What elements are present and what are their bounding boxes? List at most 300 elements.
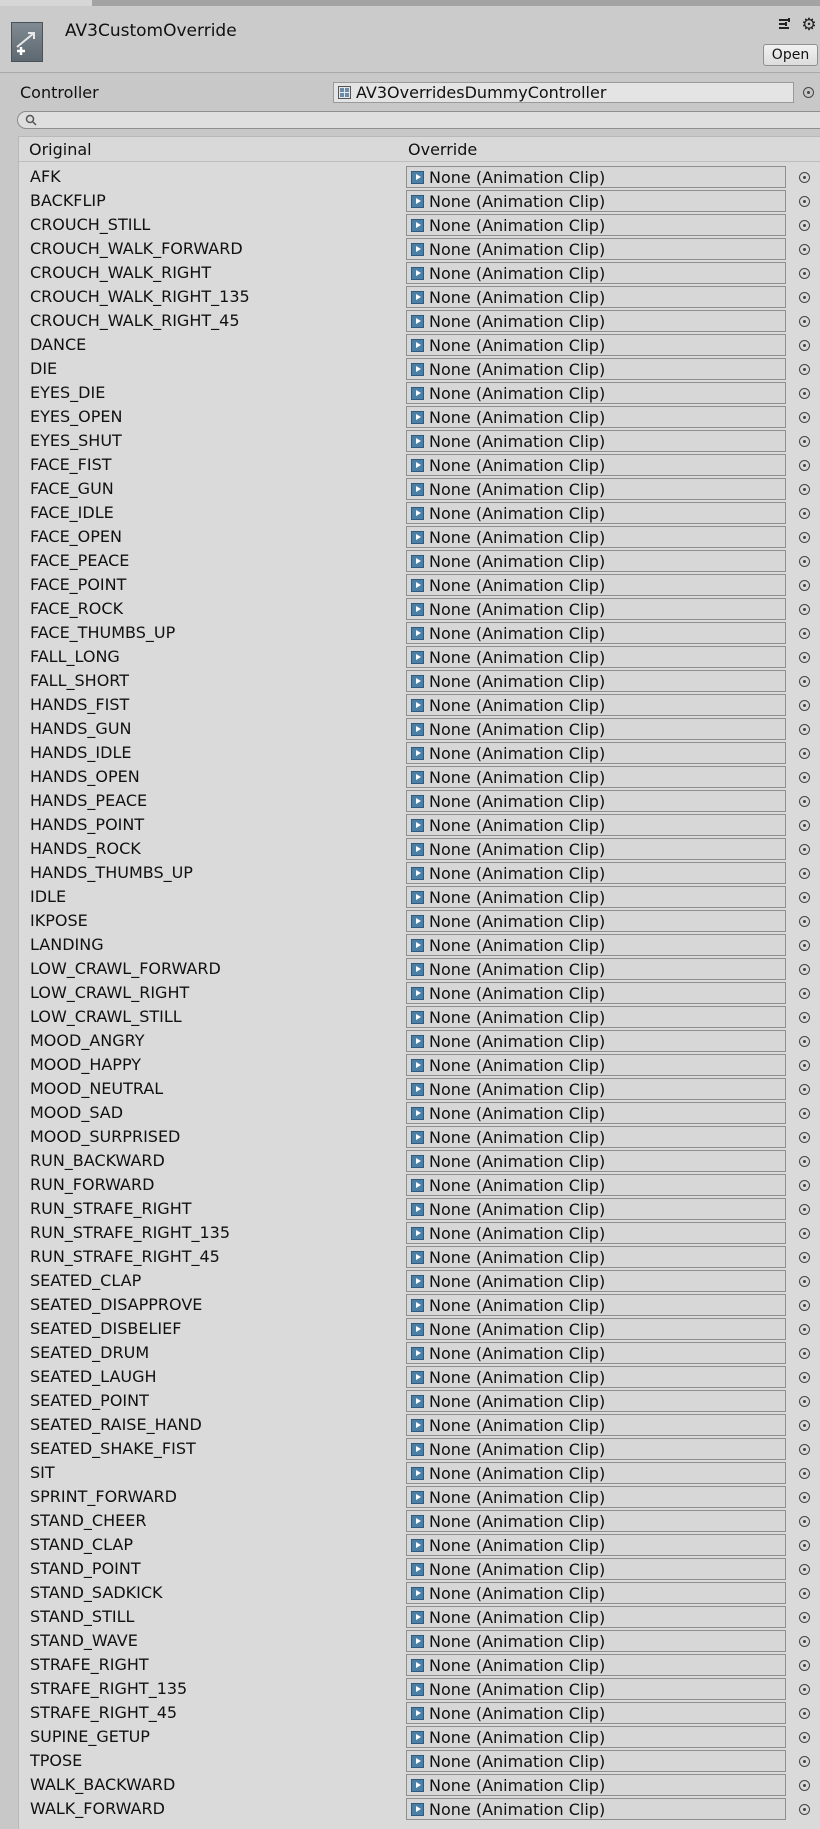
table-row: [19, 1461, 820, 1485]
override-clip-field[interactable]: [406, 1414, 786, 1436]
table-row: [19, 1293, 820, 1317]
animation-clip-icon: [411, 579, 424, 592]
table-row: [19, 693, 820, 717]
controller-value: AV3OverridesDummyController: [356, 83, 607, 102]
table-row: [19, 861, 820, 885]
override-clip-value: None (Animation Clip): [429, 864, 606, 883]
override-clip-field[interactable]: [406, 1102, 786, 1124]
override-clip-field[interactable]: [406, 1006, 786, 1028]
override-controller-icon: [11, 22, 43, 62]
object-picker-icon[interactable]: [799, 772, 810, 783]
override-clip-value: None (Animation Clip): [429, 264, 606, 283]
animation-clip-icon: [411, 1395, 424, 1408]
original-clip-name: FACE_PEACE: [30, 551, 130, 570]
object-picker-icon[interactable]: [799, 964, 810, 975]
object-picker-icon[interactable]: [799, 1132, 810, 1143]
object-picker-icon[interactable]: [799, 868, 810, 879]
original-clip-name: SEATED_DRUM: [30, 1343, 150, 1362]
override-clip-field[interactable]: [406, 1342, 786, 1364]
original-clip-name: EYES_SHUT: [30, 431, 122, 450]
gear-icon[interactable]: ⚙: [801, 15, 817, 35]
open-button[interactable]: Open: [763, 44, 818, 66]
override-clip-field[interactable]: [406, 862, 786, 884]
override-clip-value: None (Animation Clip): [429, 216, 606, 235]
original-clip-name: STAND_STILL: [30, 1607, 135, 1626]
override-clip-value: None (Animation Clip): [429, 1320, 606, 1339]
animation-clip-icon: [411, 1803, 424, 1816]
animation-clip-icon: [411, 1011, 424, 1024]
object-picker-icon[interactable]: [799, 484, 810, 495]
original-clip-name: SEATED_LAUGH: [30, 1367, 157, 1386]
object-picker-icon[interactable]: [799, 652, 810, 663]
override-clip-field[interactable]: [406, 1534, 786, 1556]
object-picker-icon[interactable]: [799, 1540, 810, 1551]
override-clip-field[interactable]: [406, 214, 786, 236]
override-clip-field[interactable]: [406, 1798, 786, 1820]
override-clip-field[interactable]: [406, 238, 786, 260]
object-picker-icon[interactable]: [799, 1228, 810, 1239]
table-row: [19, 789, 820, 813]
object-picker-icon[interactable]: [799, 748, 810, 759]
override-clip-field[interactable]: [406, 358, 786, 380]
table-row: [19, 1773, 820, 1797]
override-clip-field[interactable]: [406, 334, 786, 356]
override-clip-field[interactable]: [406, 406, 786, 428]
original-clip-name: LANDING: [30, 935, 104, 954]
object-picker-icon[interactable]: [799, 196, 810, 207]
override-clip-field[interactable]: [406, 1390, 786, 1412]
override-clip-field[interactable]: [406, 1654, 786, 1676]
override-clip-field[interactable]: [406, 958, 786, 980]
animation-clip-icon: [411, 627, 424, 640]
animation-clip-icon: [411, 1275, 424, 1288]
override-table: [18, 136, 820, 1829]
object-picker-icon[interactable]: [799, 1588, 810, 1599]
table-row: [19, 813, 820, 837]
override-clip-value: None (Animation Clip): [429, 336, 606, 355]
original-clip-name: STAND_SADKICK: [30, 1583, 163, 1602]
animation-clip-icon: [411, 1371, 424, 1384]
object-picker-icon[interactable]: [799, 292, 810, 303]
override-clip-value: None (Animation Clip): [429, 1512, 606, 1531]
override-clip-field[interactable]: [406, 526, 786, 548]
override-clip-field[interactable]: [406, 1246, 786, 1268]
override-clip-field[interactable]: [406, 814, 786, 836]
override-clip-field[interactable]: [406, 1174, 786, 1196]
override-clip-value: None (Animation Clip): [429, 1728, 606, 1747]
animation-clip-icon: [411, 1659, 424, 1672]
override-clip-value: None (Animation Clip): [429, 1488, 606, 1507]
override-clip-value: None (Animation Clip): [429, 888, 606, 907]
original-clip-name: FACE_THUMBS_UP: [30, 623, 176, 642]
override-clip-field[interactable]: [406, 910, 786, 932]
table-row: [19, 1221, 820, 1245]
animation-clip-icon: [411, 387, 424, 400]
column-override: Override: [408, 140, 478, 159]
override-clip-field[interactable]: [406, 1726, 786, 1748]
animation-clip-icon: [411, 195, 424, 208]
asset-title: AV3CustomOverride: [65, 21, 237, 41]
override-clip-value: None (Animation Clip): [429, 1632, 606, 1651]
object-picker-icon[interactable]: [799, 364, 810, 375]
override-clip-field[interactable]: [406, 1750, 786, 1772]
object-picker-icon[interactable]: [799, 1084, 810, 1095]
override-clip-field[interactable]: [406, 790, 786, 812]
original-clip-name: STAND_POINT: [30, 1559, 141, 1578]
original-clip-name: CROUCH_WALK_FORWARD: [30, 239, 243, 258]
table-row: [19, 1077, 820, 1101]
object-picker-icon[interactable]: [799, 1276, 810, 1287]
controller-field[interactable]: [333, 82, 794, 103]
object-picker-icon[interactable]: [799, 556, 810, 567]
override-clip-field[interactable]: [406, 1438, 786, 1460]
override-clip-value: None (Animation Clip): [429, 1176, 606, 1195]
animation-clip-icon: [411, 1539, 424, 1552]
original-clip-name: HANDS_GUN: [30, 719, 132, 738]
animation-clip-icon: [411, 1491, 424, 1504]
object-picker-icon[interactable]: [799, 1108, 810, 1119]
override-clip-field[interactable]: [406, 766, 786, 788]
object-picker-icon[interactable]: [799, 580, 810, 591]
object-picker-icon[interactable]: [799, 1516, 810, 1527]
override-clip-field[interactable]: [406, 454, 786, 476]
animation-clip-icon: [411, 435, 424, 448]
object-picker-icon[interactable]: [799, 1372, 810, 1383]
object-picker-icon[interactable]: [799, 796, 810, 807]
object-picker-icon[interactable]: [799, 316, 810, 327]
table-row: [19, 933, 820, 957]
animation-clip-icon: [411, 171, 424, 184]
object-picker-icon[interactable]: [799, 172, 810, 183]
table-row: [19, 405, 820, 429]
override-clip-field[interactable]: [406, 934, 786, 956]
override-clip-field[interactable]: [406, 838, 786, 860]
override-clip-field[interactable]: [406, 310, 786, 332]
override-clip-field[interactable]: [406, 1054, 786, 1076]
override-clip-field[interactable]: [406, 1366, 786, 1388]
animation-clip-icon: [411, 1299, 424, 1312]
table-row: [19, 309, 820, 333]
table-row: [19, 573, 820, 597]
override-clip-field[interactable]: [406, 1582, 786, 1604]
object-picker-icon[interactable]: [799, 340, 810, 351]
override-clip-field[interactable]: [406, 982, 786, 1004]
object-picker-icon[interactable]: [799, 244, 810, 255]
object-picker-icon[interactable]: [799, 1396, 810, 1407]
animation-clip-icon: [411, 1419, 424, 1432]
override-clip-value: None (Animation Clip): [429, 1464, 606, 1483]
animation-clip-icon: [411, 819, 424, 832]
object-picker-icon[interactable]: [799, 1036, 810, 1047]
animation-clip-icon: [411, 1323, 424, 1336]
override-clip-field[interactable]: [406, 1678, 786, 1700]
object-picker-icon[interactable]: [799, 460, 810, 471]
object-picker-icon[interactable]: [799, 1180, 810, 1191]
search-icon: [25, 114, 37, 126]
override-clip-value: None (Animation Clip): [429, 1800, 606, 1819]
object-picker-icon[interactable]: [799, 388, 810, 399]
search-input[interactable]: [38, 112, 808, 128]
object-picker-icon[interactable]: [799, 1564, 810, 1575]
animation-clip-icon: [411, 459, 424, 472]
override-clip-value: None (Animation Clip): [429, 552, 606, 571]
override-clip-field[interactable]: [406, 622, 786, 644]
override-clip-field[interactable]: [406, 574, 786, 596]
original-clip-name: FACE_ROCK: [30, 599, 124, 618]
override-clip-field[interactable]: [406, 1486, 786, 1508]
original-clip-name: TPOSE: [30, 1751, 83, 1770]
original-clip-name: DANCE: [30, 335, 87, 354]
override-clip-value: None (Animation Clip): [429, 1296, 606, 1315]
override-clip-field[interactable]: [406, 478, 786, 500]
object-picker-icon[interactable]: [799, 268, 810, 279]
table-row: [19, 261, 820, 285]
override-clip-value: None (Animation Clip): [429, 1584, 606, 1603]
object-picker-icon[interactable]: [799, 1012, 810, 1023]
original-clip-name: RUN_STRAFE_RIGHT: [30, 1199, 192, 1218]
override-clip-value: None (Animation Clip): [429, 816, 606, 835]
override-clip-value: None (Animation Clip): [429, 1128, 606, 1147]
object-picker-icon[interactable]: [799, 220, 810, 231]
animation-clip-icon: [411, 1467, 424, 1480]
override-clip-field[interactable]: [406, 1222, 786, 1244]
override-clip-field[interactable]: [406, 718, 786, 740]
override-clip-field[interactable]: [406, 1702, 786, 1724]
override-clip-value: None (Animation Clip): [429, 1032, 606, 1051]
override-clip-value: None (Animation Clip): [429, 1608, 606, 1627]
original-clip-name: SIT: [30, 1463, 55, 1482]
table-row: [19, 1701, 820, 1725]
override-clip-value: None (Animation Clip): [429, 576, 606, 595]
table-row: [19, 1365, 820, 1389]
override-clip-value: None (Animation Clip): [429, 192, 606, 211]
object-picker-icon[interactable]: [799, 940, 810, 951]
original-clip-name: SEATED_DISAPPROVE: [30, 1295, 203, 1314]
column-original: Original: [29, 140, 92, 159]
object-picker-icon[interactable]: [799, 1324, 810, 1335]
object-picker-icon[interactable]: [799, 412, 810, 423]
original-clip-name: FACE_POINT: [30, 575, 127, 594]
object-picker-icon[interactable]: [799, 436, 810, 447]
animation-clip-icon: [411, 291, 424, 304]
animation-clip-icon: [411, 555, 424, 568]
object-picker-icon[interactable]: [799, 820, 810, 831]
object-picker-icon[interactable]: [799, 724, 810, 735]
table-row: [19, 477, 820, 501]
table-row: [19, 1605, 820, 1629]
object-picker-icon[interactable]: [799, 1444, 810, 1455]
object-picker-icon[interactable]: [799, 700, 810, 711]
table-row: [19, 1149, 820, 1173]
object-picker-icon[interactable]: [799, 1156, 810, 1167]
object-picker-icon[interactable]: [799, 532, 810, 543]
animation-clip-icon: [411, 963, 424, 976]
override-clip-field[interactable]: [406, 1270, 786, 1292]
inspector-header: [0, 6, 820, 73]
original-clip-name: HANDS_IDLE: [30, 743, 132, 762]
original-clip-name: STRAFE_RIGHT: [30, 1655, 149, 1674]
object-picker-icon[interactable]: [799, 1348, 810, 1359]
table-row: [19, 669, 820, 693]
object-picker-icon[interactable]: [799, 1300, 810, 1311]
original-clip-name: DIE: [30, 359, 58, 378]
override-clip-value: None (Animation Clip): [429, 1776, 606, 1795]
table-row: [19, 501, 820, 525]
override-clip-field[interactable]: [406, 1030, 786, 1052]
table-row: [19, 645, 820, 669]
override-clip-field[interactable]: [406, 670, 786, 692]
override-clip-field[interactable]: [406, 502, 786, 524]
table-row: [19, 1797, 820, 1821]
animation-clip-icon: [411, 1203, 424, 1216]
animation-clip-icon: [411, 771, 424, 784]
table-row: [19, 381, 820, 405]
override-clip-value: None (Animation Clip): [429, 1248, 606, 1267]
animation-clip-icon: [411, 675, 424, 688]
override-clip-value: None (Animation Clip): [429, 648, 606, 667]
override-clip-field[interactable]: [406, 1294, 786, 1316]
original-clip-name: RUN_FORWARD: [30, 1175, 155, 1194]
table-row: [19, 1509, 820, 1533]
animation-clip-icon: [411, 1251, 424, 1264]
original-clip-name: STRAFE_RIGHT_135: [30, 1679, 188, 1698]
animation-clip-icon: [411, 1635, 424, 1648]
animation-clip-icon: [411, 1155, 424, 1168]
table-row: [19, 165, 820, 189]
override-clip-value: None (Animation Clip): [429, 384, 606, 403]
object-picker-icon[interactable]: [799, 1756, 810, 1767]
object-picker-icon[interactable]: [799, 1660, 810, 1671]
original-clip-name: MOOD_SAD: [30, 1103, 124, 1122]
object-picker-icon[interactable]: [799, 916, 810, 927]
original-clip-name: SEATED_CLAP: [30, 1271, 142, 1290]
override-clip-field[interactable]: [406, 430, 786, 452]
original-clip-name: FALL_LONG: [30, 647, 120, 666]
override-clip-value: None (Animation Clip): [429, 1680, 606, 1699]
override-clip-field[interactable]: [406, 1318, 786, 1340]
animation-clip-icon: [411, 531, 424, 544]
original-clip-name: FACE_OPEN: [30, 527, 122, 546]
table-row: [19, 1581, 820, 1605]
object-picker-icon[interactable]: [799, 676, 810, 687]
table-row: [19, 909, 820, 933]
animation-clip-icon: [411, 603, 424, 616]
animation-clip-icon: [411, 1227, 424, 1240]
table-row: [19, 1437, 820, 1461]
object-picker-icon[interactable]: [799, 1684, 810, 1695]
override-clip-value: None (Animation Clip): [429, 1536, 606, 1555]
object-picker-icon[interactable]: [803, 87, 814, 98]
table-row: [19, 1269, 820, 1293]
override-clip-field[interactable]: [406, 1558, 786, 1580]
object-picker-icon[interactable]: [799, 1780, 810, 1791]
override-clip-field[interactable]: [406, 382, 786, 404]
override-clip-value: None (Animation Clip): [429, 840, 606, 859]
override-clip-field[interactable]: [406, 1198, 786, 1220]
override-clip-value: None (Animation Clip): [429, 792, 606, 811]
override-clip-value: None (Animation Clip): [429, 672, 606, 691]
override-clip-field[interactable]: [406, 886, 786, 908]
original-clip-name: MOOD_ANGRY: [30, 1031, 145, 1050]
override-clip-field[interactable]: [406, 550, 786, 572]
table-row: [19, 1197, 820, 1221]
original-clip-name: FACE_IDLE: [30, 503, 114, 522]
original-clip-name: LOW_CRAWL_RIGHT: [30, 983, 190, 1002]
override-clip-field[interactable]: [406, 1606, 786, 1628]
object-picker-icon[interactable]: [799, 628, 810, 639]
object-picker-icon[interactable]: [799, 844, 810, 855]
override-clip-field[interactable]: [406, 1630, 786, 1652]
object-picker-icon[interactable]: [799, 1420, 810, 1431]
override-clip-field[interactable]: [406, 694, 786, 716]
animation-clip-icon: [411, 1707, 424, 1720]
override-clip-field[interactable]: [406, 1510, 786, 1532]
original-clip-name: MOOD_SURPRISED: [30, 1127, 181, 1146]
table-row: [19, 1749, 820, 1773]
object-picker-icon[interactable]: [799, 1804, 810, 1815]
override-clip-field[interactable]: [406, 286, 786, 308]
object-picker-icon[interactable]: [799, 1204, 810, 1215]
override-clip-value: None (Animation Clip): [429, 960, 606, 979]
object-picker-icon[interactable]: [799, 988, 810, 999]
original-clip-name: HANDS_OPEN: [30, 767, 140, 786]
override-clip-field[interactable]: [406, 190, 786, 212]
search-bar[interactable]: [17, 111, 820, 129]
object-picker-icon[interactable]: [799, 1708, 810, 1719]
object-picker-icon[interactable]: [799, 508, 810, 519]
original-clip-name: HANDS_POINT: [30, 815, 145, 834]
override-clip-field[interactable]: [406, 1462, 786, 1484]
original-clip-name: RUN_STRAFE_RIGHT_45: [30, 1247, 220, 1266]
animation-clip-icon: [411, 867, 424, 880]
original-clip-name: FALL_SHORT: [30, 671, 130, 690]
override-clip-field[interactable]: [406, 598, 786, 620]
preset-icon[interactable]: [776, 16, 794, 34]
override-clip-value: None (Animation Clip): [429, 1008, 606, 1027]
object-picker-icon[interactable]: [799, 1492, 810, 1503]
table-row: [19, 285, 820, 309]
table-row: [19, 1245, 820, 1269]
original-clip-name: IKPOSE: [30, 911, 88, 930]
controller-row: [0, 80, 820, 106]
override-clip-value: None (Animation Clip): [429, 744, 606, 763]
override-clip-field[interactable]: [406, 646, 786, 668]
animation-clip-icon: [411, 795, 424, 808]
animation-clip-icon: [411, 339, 424, 352]
object-picker-icon[interactable]: [799, 1060, 810, 1071]
object-picker-icon[interactable]: [799, 892, 810, 903]
original-clip-name: STAND_CLAP: [30, 1535, 133, 1554]
override-clip-field[interactable]: [406, 1774, 786, 1796]
object-picker-icon[interactable]: [799, 1612, 810, 1623]
object-picker-icon[interactable]: [799, 1636, 810, 1647]
override-clip-value: None (Animation Clip): [429, 408, 606, 427]
override-clip-field[interactable]: [406, 1150, 786, 1172]
override-clip-field[interactable]: [406, 262, 786, 284]
original-clip-name: BACKFLIP: [30, 191, 106, 210]
animation-clip-icon: [411, 1587, 424, 1600]
animation-clip-icon: [411, 1755, 424, 1768]
object-picker-icon[interactable]: [799, 1252, 810, 1263]
table-row: [19, 1413, 820, 1437]
override-clip-field[interactable]: [406, 1126, 786, 1148]
object-picker-icon[interactable]: [799, 1732, 810, 1743]
override-clip-field[interactable]: [406, 166, 786, 188]
object-picker-icon[interactable]: [799, 604, 810, 615]
object-picker-icon[interactable]: [799, 1468, 810, 1479]
override-clip-field[interactable]: [406, 742, 786, 764]
override-clip-field[interactable]: [406, 1078, 786, 1100]
